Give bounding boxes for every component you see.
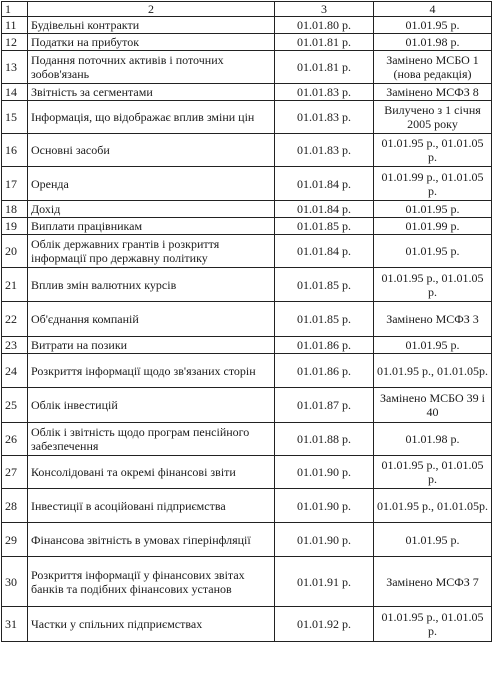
- effective-date: 01.01.91 р.: [275, 557, 374, 607]
- revision-status: 01.01.95 р., 01.01.05р.: [374, 489, 492, 523]
- revision-status: Замінено МСФЗ 7: [374, 557, 492, 607]
- row-number: 19: [2, 218, 28, 235]
- standard-name: Будівельні контракти: [28, 17, 275, 34]
- effective-date: 01.01.90 р.: [275, 523, 374, 557]
- row-number: 14: [2, 84, 28, 101]
- effective-date: 01.01.85 р.: [275, 302, 374, 337]
- revision-status: 01.01.95 р.: [374, 523, 492, 557]
- row-number: 18: [2, 201, 28, 218]
- row-number: 22: [2, 302, 28, 337]
- row-number: 16: [2, 134, 28, 167]
- standard-name: Фінансова звітність в умовах гіперінфляції: [28, 523, 275, 557]
- table-row: [2, 337, 492, 354]
- revision-status: 01.01.95 р., 01.01.05р.: [374, 354, 492, 388]
- table-row: [2, 235, 492, 268]
- header-col-1: 1: [2, 2, 28, 17]
- standard-name: Інвестиції в асоційовані підприємства: [28, 489, 275, 523]
- table-row: [2, 354, 492, 388]
- row-number: 24: [2, 354, 28, 388]
- effective-date: 01.01.83 р.: [275, 101, 374, 134]
- row-number: 21: [2, 268, 28, 302]
- standard-name: Витрати на позики: [28, 337, 275, 354]
- standard-name: Податки на прибуток: [28, 34, 275, 51]
- effective-date: 01.01.88 р.: [275, 423, 374, 456]
- revision-status: 01.01.95 р., 01.01.05 р.: [374, 268, 492, 302]
- table-row: [2, 134, 492, 167]
- effective-date: 01.01.85 р.: [275, 268, 374, 302]
- row-number: 23: [2, 337, 28, 354]
- effective-date: 01.01.80 р.: [275, 17, 374, 34]
- revision-status: Замінено МСФЗ 3: [374, 302, 492, 337]
- table-row: [2, 302, 492, 337]
- effective-date: 01.01.90 р.: [275, 489, 374, 523]
- standard-name: Розкриття інформації щодо зв'язаних сторін: [28, 354, 275, 388]
- row-number: 17: [2, 167, 28, 201]
- effective-date: 01.01.87 р.: [275, 388, 374, 423]
- effective-date: 01.01.83 р.: [275, 84, 374, 101]
- effective-date: 01.01.81 р.: [275, 34, 374, 51]
- row-number: 27: [2, 456, 28, 489]
- revision-status: 01.01.98 р.: [374, 34, 492, 51]
- table-body: [2, 2, 492, 642]
- revision-status: 01.01.99 р.: [374, 218, 492, 235]
- effective-date: 01.01.84 р.: [275, 201, 374, 218]
- effective-date: 01.01.86 р.: [275, 337, 374, 354]
- header-col-4: 4: [374, 2, 492, 17]
- row-number: 31: [2, 607, 28, 642]
- table-row: [2, 51, 492, 84]
- revision-status: 01.01.99 р., 01.01.05 р.: [374, 167, 492, 201]
- row-number: 13: [2, 51, 28, 84]
- standard-name: Основні засоби: [28, 134, 275, 167]
- table-row: [2, 557, 492, 607]
- table-row: [2, 201, 492, 218]
- table-row: [2, 84, 492, 101]
- table-row: [2, 268, 492, 302]
- row-number: 29: [2, 523, 28, 557]
- effective-date: 01.01.86 р.: [275, 354, 374, 388]
- standard-name: Інформація, що відображає вплив зміни цін: [28, 101, 275, 134]
- standard-name: Об'єднання компаній: [28, 302, 275, 337]
- row-number: 20: [2, 235, 28, 268]
- revision-status: 01.01.95 р.: [374, 17, 492, 34]
- standard-name: Звітність за сегментами: [28, 84, 275, 101]
- table-row: [2, 388, 492, 423]
- standard-name: Облік і звітність щодо програм пенсійного забезпечення: [28, 423, 275, 456]
- table-row: [2, 423, 492, 456]
- revision-status: 01.01.98 р.: [374, 423, 492, 456]
- table-row: [2, 17, 492, 34]
- row-number: 30: [2, 557, 28, 607]
- standard-name: Розкриття інформації у фінансових звітах банків та подібних фінансових установ: [28, 557, 275, 607]
- standard-name: Консолідовані та окремі фінансові звіти: [28, 456, 275, 489]
- effective-date: 01.01.84 р.: [275, 235, 374, 268]
- header-col-3: 3: [275, 2, 374, 17]
- effective-date: 01.01.85 р.: [275, 218, 374, 235]
- table-row: [2, 489, 492, 523]
- table-row: [2, 218, 492, 235]
- header-row: [2, 2, 492, 17]
- revision-status: 01.01.95 р., 01.01.05 р.: [374, 134, 492, 167]
- standard-name: Облік державних грантів і розкриття інформації про державну політику: [28, 235, 275, 268]
- revision-status: 01.01.95 р.: [374, 201, 492, 218]
- standard-name: Вплив змін валютних курсів: [28, 268, 275, 302]
- row-number: 11: [2, 17, 28, 34]
- effective-date: 01.01.81 р.: [275, 51, 374, 84]
- standard-name: Подання поточних активів і поточних зобов'язань: [28, 51, 275, 84]
- table-row: [2, 167, 492, 201]
- standard-name: Виплати працівникам: [28, 218, 275, 235]
- row-number: 25: [2, 388, 28, 423]
- table-row: [2, 523, 492, 557]
- effective-date: 01.01.92 р.: [275, 607, 374, 642]
- standard-name: Облік інвестицій: [28, 388, 275, 423]
- row-number: 15: [2, 101, 28, 134]
- row-number: 28: [2, 489, 28, 523]
- header-col-2: 2: [28, 2, 275, 17]
- table-row: [2, 607, 492, 642]
- standards-table: [1, 1, 492, 642]
- table-row: [2, 456, 492, 489]
- revision-status: 01.01.95 р.: [374, 337, 492, 354]
- table-row: [2, 101, 492, 134]
- standard-name: Дохід: [28, 201, 275, 218]
- effective-date: 01.01.83 р.: [275, 134, 374, 167]
- revision-status: 01.01.95 р.: [374, 235, 492, 268]
- revision-status: Вилучено з 1 січня 2005 року: [374, 101, 492, 134]
- row-number: 12: [2, 34, 28, 51]
- revision-status: 01.01.95 р., 01.01.05 р.: [374, 607, 492, 642]
- standard-name: Оренда: [28, 167, 275, 201]
- revision-status: 01.01.95 р., 01.01.05 р.: [374, 456, 492, 489]
- standard-name: Частки у спільних підприємствах: [28, 607, 275, 642]
- revision-status: Замінено МСБО 39 і 40: [374, 388, 492, 423]
- revision-status: Замінено МСФЗ 8: [374, 84, 492, 101]
- table-row: [2, 34, 492, 51]
- row-number: 26: [2, 423, 28, 456]
- effective-date: 01.01.90 р.: [275, 456, 374, 489]
- effective-date: 01.01.84 р.: [275, 167, 374, 201]
- revision-status: Замінено МСБО 1 (нова редакція): [374, 51, 492, 84]
